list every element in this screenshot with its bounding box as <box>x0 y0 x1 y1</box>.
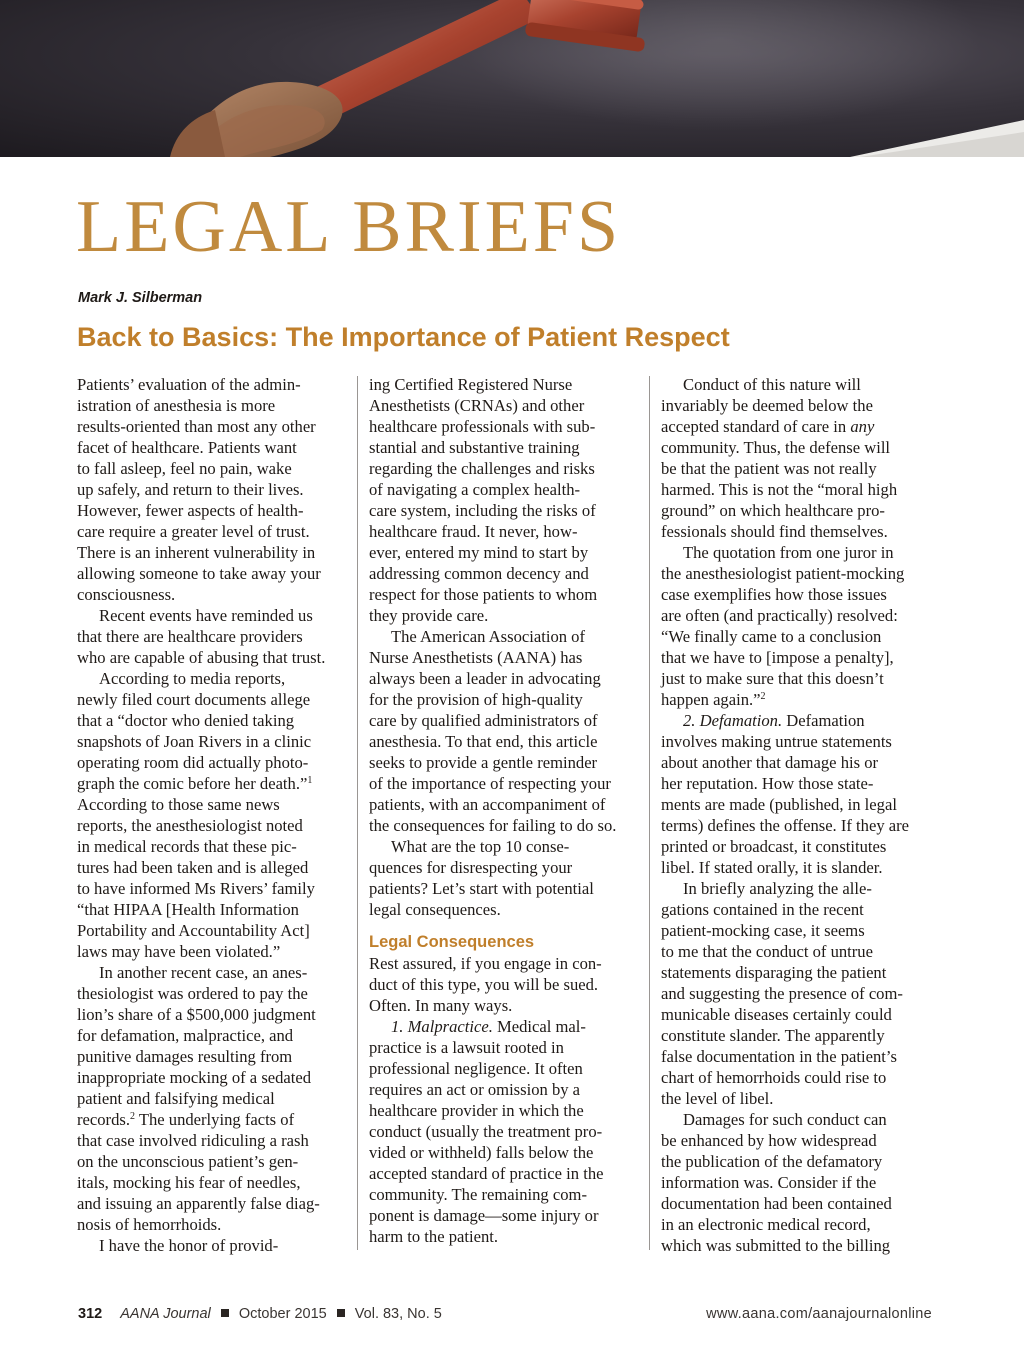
text-line: healthcare professionals with sub- <box>369 417 596 436</box>
text-line: of the importance of respecting your <box>369 774 611 793</box>
text-line: anesthesia. To that end, this article <box>369 732 598 751</box>
text-line: that case involved ridiculing a rash <box>77 1131 309 1150</box>
text-line: the publication of the defamatory <box>661 1152 883 1171</box>
text-line: Recent events have reminded us <box>99 606 313 625</box>
text-line: 2. Defamation. Defamation <box>683 711 865 730</box>
text-line: statements disparaging the patient <box>661 963 887 982</box>
text-line: Often. In many ways. <box>369 996 513 1015</box>
gavel-illustration <box>0 0 1024 157</box>
text-line: patients? Let’s start with potential <box>369 879 594 898</box>
text-line: newly filed court documents allege <box>77 690 311 709</box>
text-line: conduct (usually the treatment pro- <box>369 1122 603 1141</box>
text-line: care system, including the risks of <box>369 501 596 520</box>
text-line: laws may have been violated.” <box>77 942 281 961</box>
text-line: duct of this type, you will be sued. <box>369 975 599 994</box>
text-line: that we have to [impose a penalty], <box>661 648 894 667</box>
text-line: ponent is damage—some injury or <box>369 1206 599 1225</box>
text-line: operating room did actually photo- <box>77 753 309 772</box>
text-line: who are capable of abusing that trust. <box>77 648 326 667</box>
text-line: patient-mocking case, it seems <box>661 921 865 940</box>
text-line: to have informed Ms Rivers’ family <box>77 879 315 898</box>
footnote-reference[interactable]: 1 <box>307 775 313 786</box>
text-line: chart of hemorrhoids could rise to <box>661 1068 887 1087</box>
text-line: Anesthetists (CRNAs) and other <box>369 396 585 415</box>
text-line: In another recent case, an anes- <box>99 963 308 982</box>
separator-square-icon <box>337 1309 345 1317</box>
text-line: vided or withheld) falls below the <box>369 1143 594 1162</box>
text-line: to fall asleep, feel no pain, wake <box>77 459 292 478</box>
text-line: graph the comic before her death.”$^1$ <box>77 774 313 793</box>
text-line: of navigating a complex health- <box>369 480 581 499</box>
text-line: accepted standard of practice in the <box>369 1164 604 1183</box>
text-line: terms) defines the offense. If they are <box>661 816 910 835</box>
column-divider <box>357 376 358 1250</box>
text-line: healthcare provider in which the <box>369 1101 584 1120</box>
text-line: information was. Consider if the <box>661 1173 877 1192</box>
journal-name: AANA Journal <box>120 1306 211 1322</box>
text-line: 1. Malpractice. Medical mal- <box>391 1017 586 1036</box>
text-line: tures had been taken and is alleged <box>77 858 309 877</box>
text-line: Nurse Anesthetists (AANA) has <box>369 648 583 667</box>
text-line: patients, with an accompaniment of <box>369 795 606 814</box>
text-line: community. The remaining com- <box>369 1185 587 1204</box>
text-line: I have the honor of provid- <box>99 1236 279 1255</box>
text-line: regarding the challenges and risks <box>369 459 595 478</box>
text-line: be enhanced by how widespread <box>661 1131 877 1150</box>
text-column-2 <box>369 374 641 1247</box>
text-line: In briefly analyzing the alle- <box>683 879 872 898</box>
text-line: the level of libel. <box>661 1089 774 1108</box>
text-line: invariably be deemed below the <box>661 396 873 415</box>
text-line: ing Certified Registered Nurse <box>369 375 573 394</box>
text-line: for the provision of high-quality <box>369 690 583 709</box>
text-line: consciousness. <box>77 585 176 604</box>
column-divider <box>649 376 650 1250</box>
text-line: that there are healthcare providers <box>77 627 303 646</box>
text-line: Conduct of this nature will <box>683 375 861 394</box>
text-line: allowing someone to take away your <box>77 564 321 583</box>
page-number: 312 <box>78 1306 103 1322</box>
text-line: istration of anesthesia is more <box>77 396 276 415</box>
header-photo <box>0 0 1024 157</box>
text-line: patient and falsifying medical <box>77 1089 275 1108</box>
text-line: be that the patient was not really <box>661 459 877 478</box>
text-line: municable diseases certainly could <box>661 1005 892 1024</box>
text-line: gations contained in the recent <box>661 900 864 919</box>
text-line: healthcare fraud. It never, how- <box>369 522 578 541</box>
text-line: the anesthesiologist patient-mocking <box>661 564 905 583</box>
page-footer <box>78 1306 932 1322</box>
text-line: false documentation in the patient’s <box>661 1047 897 1066</box>
text-line: seeks to provide a gentle reminder <box>369 753 598 772</box>
text-line: community. Thus, the defense will <box>661 438 891 457</box>
issue-date: October 2015 <box>238 1306 327 1322</box>
text-line: for defamation, malpractice, and <box>77 1026 294 1045</box>
text-line: facet of healthcare. Patients want <box>77 438 297 457</box>
text-line: harm to the patient. <box>369 1227 499 1246</box>
text-column-3 <box>661 374 933 1256</box>
text-line: There is an inherent vulnerability in <box>77 543 316 562</box>
text-line: up safely, and return to their lives. <box>77 480 304 499</box>
text-line: inappropriate mocking of a sedated <box>77 1068 312 1087</box>
text-line: they provide care. <box>369 606 489 625</box>
text-line: snapshots of Joan Rivers in a clinic <box>77 732 312 751</box>
text-line: about another that damage his or <box>661 753 879 772</box>
text-line: care require a greater level of trust. <box>77 522 310 541</box>
footnote-reference[interactable]: 2 <box>129 1111 135 1122</box>
text-line: nosis of hemorrhoids. <box>77 1215 222 1234</box>
text-line: on the unconscious patient’s gen- <box>77 1152 299 1171</box>
text-column-1 <box>77 374 349 1256</box>
text-line: documentation had been contained <box>661 1194 892 1213</box>
article-title: Back to Basics: The Importance of Patient Respect <box>77 322 730 352</box>
text-line: Patients’ evaluation of the admin- <box>77 375 301 394</box>
text-line: stantial and substantive training <box>369 438 580 457</box>
separator-square-icon <box>221 1309 229 1317</box>
text-line: accepted standard of care in any <box>661 417 875 436</box>
text-line: to me that the conduct of untrue <box>661 942 873 961</box>
text-line: which was submitted to the billing <box>661 1236 891 1255</box>
text-line: Rest assured, if you engage in con- <box>369 954 602 973</box>
text-line: According to those same news <box>77 795 280 814</box>
volume-info: Vol. 83, No. 5 <box>354 1306 442 1322</box>
text-line: “We finally came to a conclusion <box>661 627 882 646</box>
text-line: involves making untrue statements <box>661 732 892 751</box>
text-line: Portability and Accountability Act] <box>77 921 310 940</box>
text-line: and issuing an apparently false diag- <box>77 1194 320 1213</box>
text-line: Damages for such conduct can <box>683 1110 887 1129</box>
text-line: legal consequences. <box>369 900 501 919</box>
text-line: addressing common decency and <box>369 564 589 583</box>
text-line: and suggesting the presence of com- <box>661 984 903 1003</box>
text-line: always been a leader in advocating <box>369 669 601 688</box>
text-line: case exemplifies how those issues <box>661 585 887 604</box>
text-line: harmed. This is not the “moral high <box>661 480 898 499</box>
section-title: LEGAL BRIEFS <box>76 186 622 268</box>
text-line: “that HIPAA [Health Information <box>77 900 299 919</box>
journal-url[interactable]: www.aana.com/aanajournalonline <box>706 1306 932 1322</box>
text-line: respect for those patients to whom <box>369 585 598 604</box>
text-line: reports, the anesthesiologist noted <box>77 816 303 835</box>
text-line: The quotation from one juror in <box>683 543 894 562</box>
text-line: What are the top 10 conse- <box>391 837 570 856</box>
text-line: punitive damages resulting from <box>77 1047 293 1066</box>
text-line: practice is a lawsuit rooted in <box>369 1038 564 1057</box>
text-line: However, fewer aspects of health- <box>77 501 304 520</box>
footnote-reference[interactable]: 2 <box>760 691 766 702</box>
text-line: care by qualified administrators of <box>369 711 598 730</box>
text-line: ments are made (published, in legal <box>661 795 897 814</box>
text-line: lion’s share of a $500,000 judgment <box>77 1005 316 1024</box>
text-line: records.$^2$ The underlying facts of <box>77 1110 295 1129</box>
section-heading: Legal Consequences <box>369 933 535 951</box>
author-name: Mark J. Silberman <box>78 290 203 306</box>
text-line: libel. If stated orally, it is slander. <box>661 858 883 877</box>
text-line: results-oriented than most any other <box>77 417 316 436</box>
text-line: The American Association of <box>391 627 586 646</box>
text-line: in an electronic medical record, <box>661 1215 871 1234</box>
text-line: professional negligence. It often <box>369 1059 583 1078</box>
text-line: itals, mocking his fear of needles, <box>77 1173 301 1192</box>
text-line: According to media reports, <box>99 669 286 688</box>
text-line: quences for disrespecting your <box>369 858 573 877</box>
text-line: happen again.”$^2$ <box>661 690 766 709</box>
text-line: thesiologist was ordered to pay the <box>77 984 308 1003</box>
text-line: ever, entered my mind to start by <box>369 543 589 562</box>
text-line: that a “doctor who denied taking <box>77 711 295 730</box>
text-line: ground” on which healthcare pro- <box>661 501 885 520</box>
text-line: constitute slander. The apparently <box>661 1026 885 1045</box>
text-line: fessionals should find themselves. <box>661 522 888 541</box>
text-line: are often (and practically) resolved: <box>661 606 898 625</box>
text-line: the consequences for failing to do so. <box>369 816 617 835</box>
text-line: printed or broadcast, it constitutes <box>661 837 887 856</box>
text-line: just to make sure that this doesn’t <box>661 669 884 688</box>
text-line: requires an act or omission by a <box>369 1080 581 1099</box>
text-line: in medical records that these pic- <box>77 837 297 856</box>
text-line: her reputation. How those state- <box>661 774 874 793</box>
